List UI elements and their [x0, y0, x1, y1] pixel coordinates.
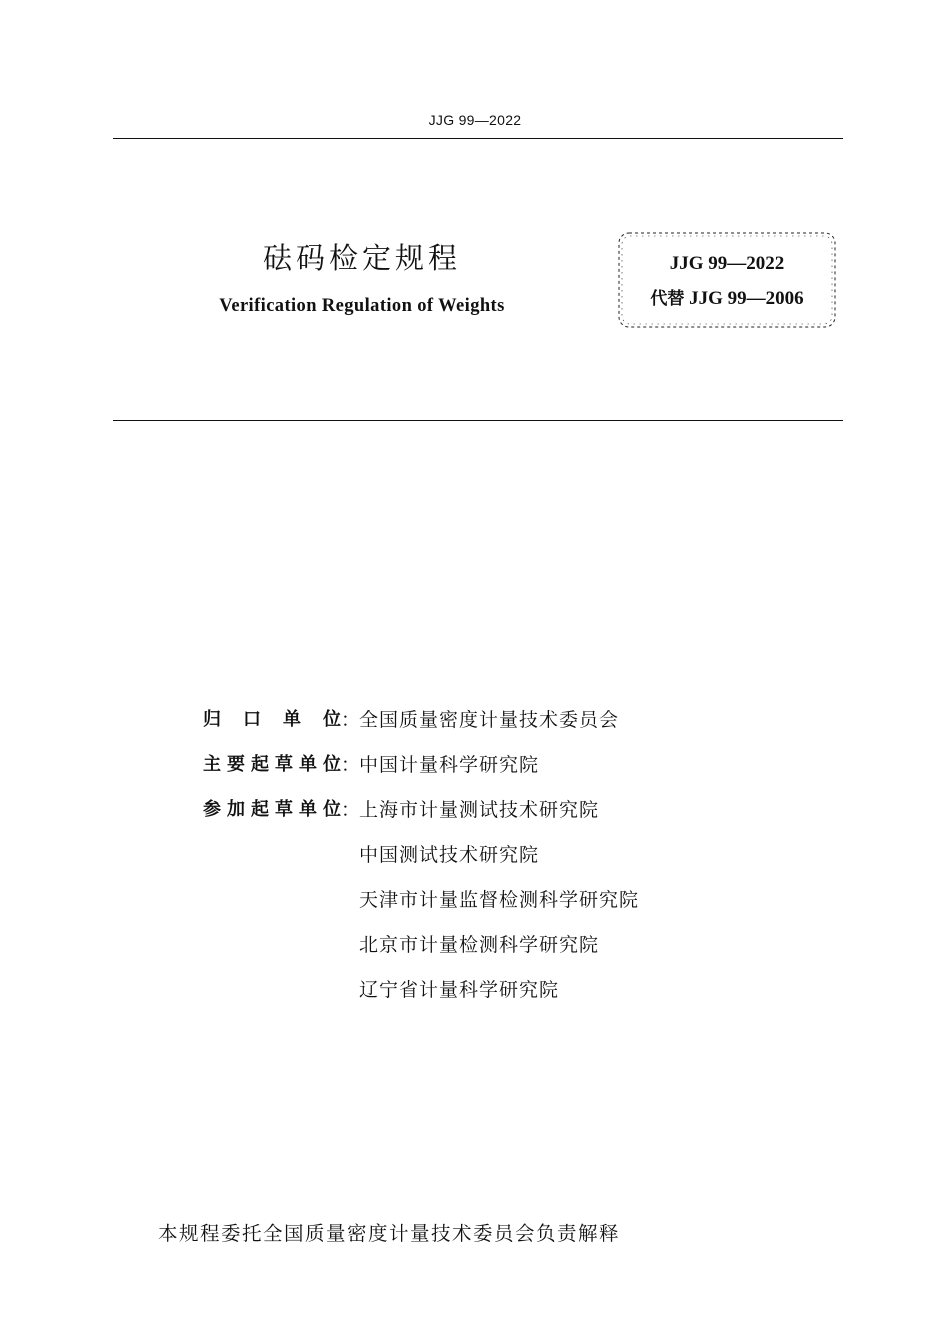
org-value-main-drafter: 中国计量科学研究院 — [359, 754, 540, 776]
org-value-participating: 上海市计量测试技术研究院 — [359, 799, 600, 821]
org-row-responsible — [203, 705, 619, 735]
document-title-english: Verification Regulation of Weights — [219, 296, 505, 316]
org-row-participating-4 — [359, 930, 599, 960]
replaces-line — [617, 284, 837, 310]
org-label-main-drafter: 主要起草单位 — [203, 754, 341, 775]
replaces-prefix: 代替 — [650, 289, 685, 309]
standard-code-box — [617, 231, 837, 329]
org-row-participating-5 — [359, 975, 559, 1005]
replaced-standard-code: JJG 99—2006 — [689, 288, 804, 309]
interpretation-note: 本规程委托全国质量密度计量技术委员会负责解释 — [158, 1222, 621, 1245]
org-colon: ： — [341, 754, 361, 776]
org-value-participating: 天津市计量监督检测科学研究院 — [359, 889, 640, 911]
org-label-participating: 参加起草单位 — [203, 799, 341, 820]
org-row-participating — [203, 795, 599, 825]
org-row-main-drafter — [203, 750, 539, 780]
org-value-participating: 中国测试技术研究院 — [359, 844, 540, 866]
org-value-responsible: 全国质量密度计量技术委员会 — [359, 709, 620, 731]
org-label-responsible: 归口单位 — [203, 709, 341, 730]
header-divider — [113, 138, 843, 139]
org-value-participating: 北京市计量检测科学研究院 — [359, 934, 600, 956]
org-colon: ： — [341, 709, 361, 731]
document-title-chinese: 砝码检定规程 — [262, 241, 461, 275]
header-standard-code: JJG 99—2022 — [428, 112, 522, 128]
org-colon: ： — [341, 799, 361, 821]
title-divider — [113, 420, 843, 421]
decorative-border — [617, 231, 837, 329]
standard-code: JJG 99—2022 — [669, 253, 785, 274]
org-value-participating: 辽宁省计量科学研究院 — [359, 979, 560, 1001]
org-row-participating-2 — [359, 840, 539, 870]
org-row-participating-3 — [359, 885, 639, 915]
